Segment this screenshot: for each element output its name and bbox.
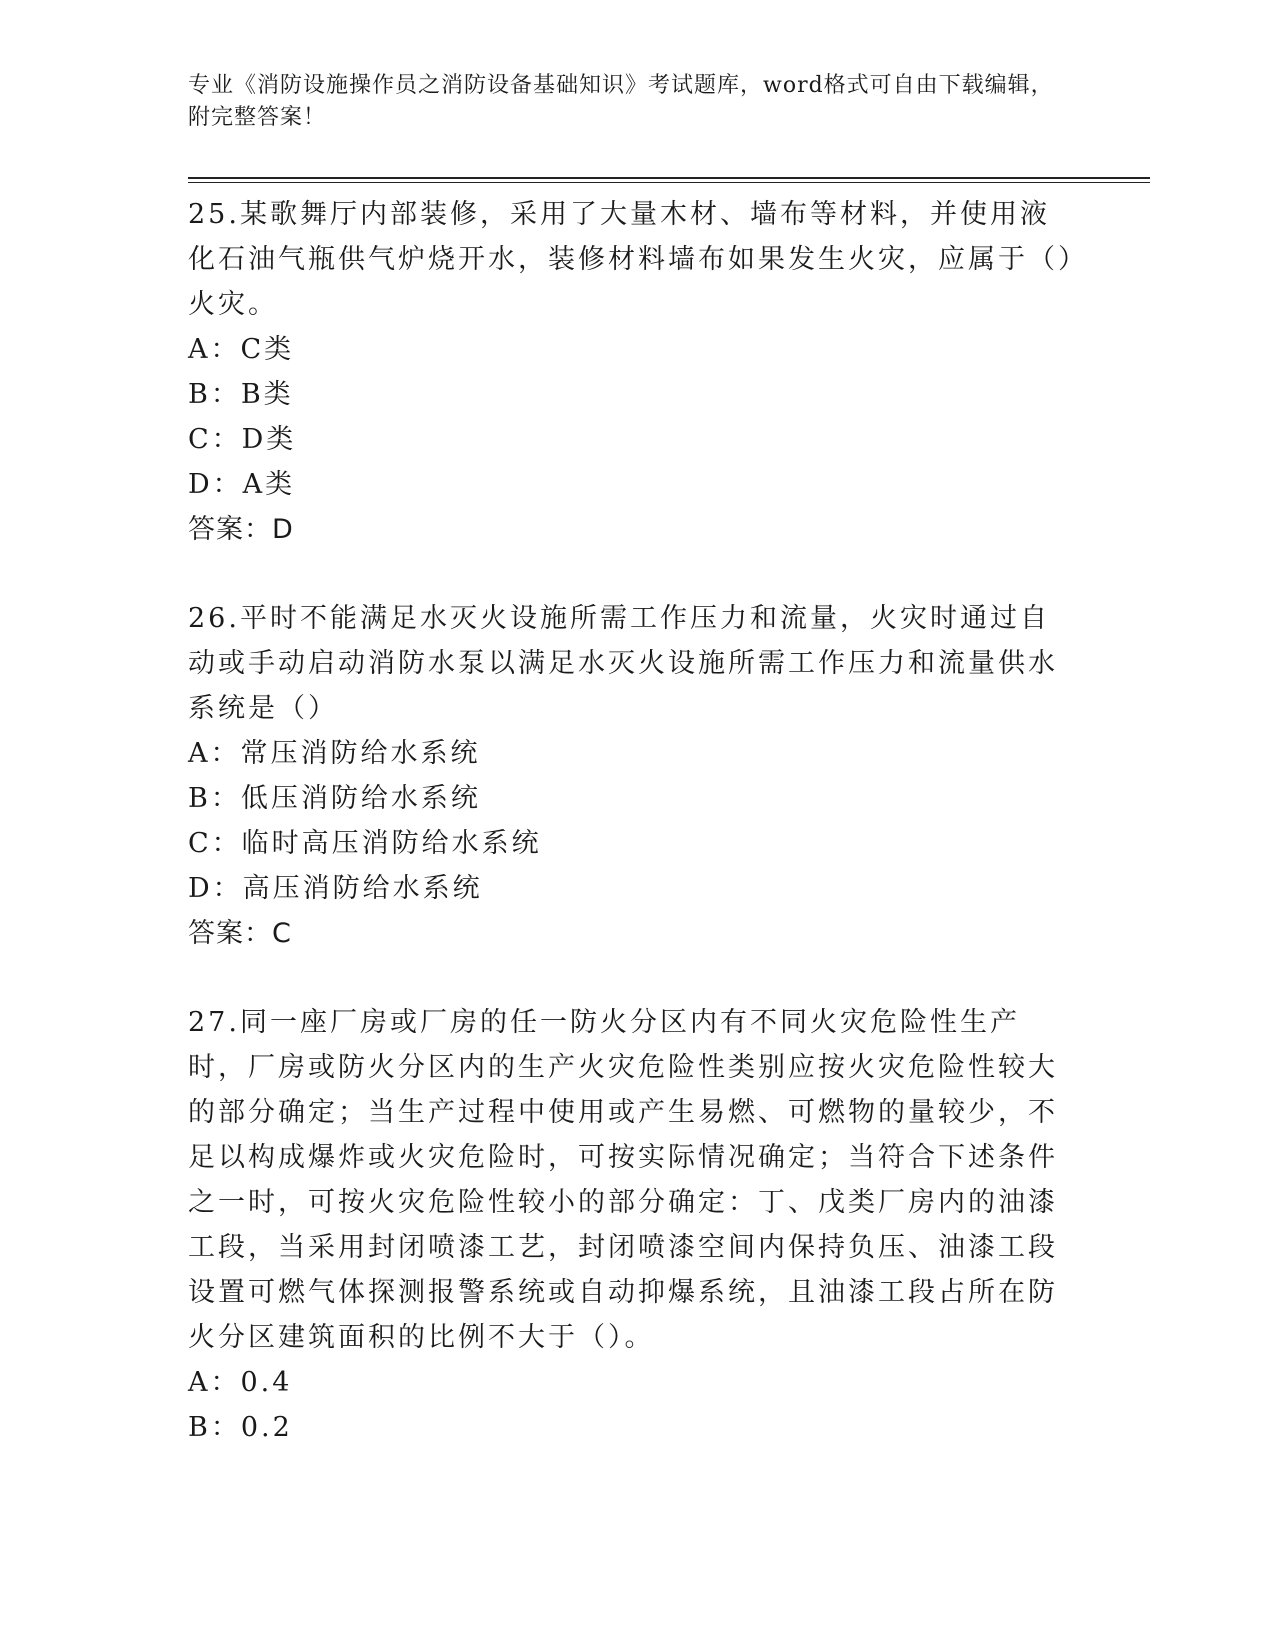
option-b: B：B类	[188, 379, 294, 410]
question-27	[188, 1000, 1078, 1450]
header-divider-thick	[188, 177, 1150, 179]
header-divider-thin	[188, 182, 1150, 183]
option-a: A：常压消防给水系统	[188, 738, 481, 769]
option-a: A：0.4	[188, 1367, 293, 1398]
answer-line: 答案：D	[188, 514, 294, 545]
question-text: 25.某歌舞厅内部装修，采用了大量木材、墙布等材料，并使用液化石油气瓶供气炉烧开水，装修材料墙布如果发生火灾，应属于（）火灾。	[188, 199, 1075, 320]
question-text: 26.平时不能满足水灭火设施所需工作压力和流量，火灾时通过自动或手动启动消防水泵以满足水灭火设施所需工作压力和流量供水系统是（）	[188, 603, 1058, 724]
option-list	[188, 1360, 1078, 1450]
option-list	[188, 731, 1078, 911]
option-b: B：低压消防给水系统	[188, 783, 481, 814]
option-d: D：高压消防给水系统	[188, 873, 483, 904]
answer-line: 答案：C	[188, 918, 292, 949]
question-25	[188, 192, 1078, 552]
question-26	[188, 596, 1078, 956]
option-list	[188, 327, 1078, 507]
question-text: 27.同一座厂房或厂房的任一防火分区内有不同火灾危险性生产时，厂房或防火分区内的生产火灾危险性类别应按火灾危险性较大的部分确定；当生产过程中使用或产生易燃、可燃物的量较少，不足以构成爆炸或火灾危险时，可按实际情况确定；当符合下述条件之一时，可按火灾危险性较小的部分确定：丁、戊类厂房内的油漆工段，当采用封闭喷漆工艺，封闭喷漆空间内保持负压、油漆工段设置可燃气体探测报警系统或自动抑爆系统，且油漆工段占所在防火分区建筑面积的比例不大于（）。	[188, 1007, 1058, 1353]
option-d: D：A类	[188, 469, 296, 500]
option-a: A：C类	[188, 334, 295, 365]
question-list	[188, 192, 1078, 1494]
document-header: 专业《消防设施操作员之消防设备基础知识》考试题库，word格式可自由下载编辑，附完整答案！	[188, 73, 1054, 130]
option-c: C：D类	[188, 424, 297, 455]
option-b: B：0.2	[188, 1412, 293, 1443]
option-c: C：临时高压消防给水系统	[188, 828, 542, 859]
